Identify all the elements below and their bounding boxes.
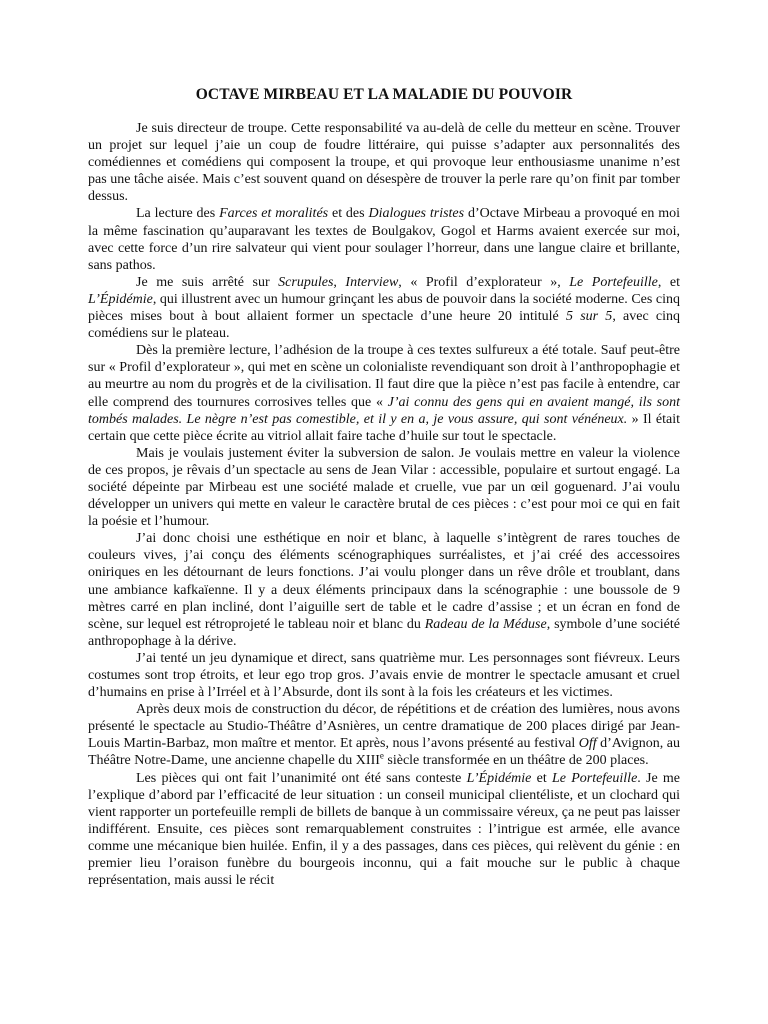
text-run: Les pièces qui ont fait l’unanimité ont été sans conteste bbox=[136, 770, 467, 786]
text-run: , symbole d’une société anthropophage à la dérive. bbox=[88, 616, 680, 649]
text-run: , « Profil d’explorateur », bbox=[398, 274, 570, 290]
text-run: siècle transformée en un théâtre de 200 places. bbox=[383, 753, 649, 769]
italic-title: Interview bbox=[345, 274, 399, 290]
italic-title: Le Portefeuille bbox=[569, 274, 658, 290]
italic-term: Off bbox=[578, 736, 597, 752]
italic-title: L’Épidémie bbox=[466, 770, 532, 786]
text-run: , qui illustrent avec un humour grinçant les abus de pouvoir dans la société moderne. Ces cinq pièces mises bout à bout allaient former un spectacle d’une heure 20 intitulé bbox=[88, 291, 680, 325]
superscript: e bbox=[379, 750, 384, 761]
italic-title: Scrupules bbox=[278, 274, 334, 290]
paragraph-4 bbox=[88, 342, 680, 445]
paragraph-2 bbox=[88, 205, 680, 273]
text-run: Après deux mois de construction du décor, de répétitions et de création des lumières, nous avons présenté le spectacle au Studio-Théâtre d’Asnières, un centre dramatique de 200 places dirigé par Jean-Louis Martin-Barbaz, mon maître et mentor. Et après, nous l’avons présenté au festival bbox=[88, 702, 680, 752]
text-run: d’Avignon, au Théâtre Notre-Dame, une ancienne chapelle du XIII bbox=[88, 736, 680, 769]
text-run: La lecture des bbox=[136, 206, 220, 222]
paragraph-8 bbox=[88, 701, 680, 769]
text-run: Dès la première lecture, l’adhésion de la troupe à ces textes sulfureux a été totale. Sauf peut-être sur « Profil d’explorateur », qui met en scène un colonialiste revendiquant son droit à l’anthropophagie et au meurtre au nom du progrès et de la civilisation. Il faut dire que la pièce n’est pas facile à entendre, car elle comprend des tournures corrosives telles que « bbox=[88, 343, 680, 410]
document-title: OCTAVE MIRBEAU ET LA MALADIE DU POUVOIR bbox=[195, 86, 573, 103]
italic-title: 5 sur 5 bbox=[565, 309, 613, 325]
text-run: , et bbox=[657, 274, 681, 290]
italic-title: Dialogues tristes bbox=[368, 206, 465, 222]
paragraph-7: J’ai tenté un jeu dynamique et direct, sans quatrième mur. Les personnages sont fiévreux. Leurs costumes sont trop étroits, et leur ego trop gros. J’avais envie de montrer le spectacle amusant et cruel d’humains en prise à l’Irréel et à l’Absurde, dont ils sont à la fois les créateurs et les victimes. bbox=[88, 650, 680, 701]
italic-title: Le Portefeuille bbox=[551, 770, 638, 786]
text-run: , avec cinq comédiens sur le plateau. bbox=[88, 309, 681, 342]
text-run: d’Octave Mirbeau a provoqué en moi la même fascination qu’auparavant les textes de Boulgakov, Gogol et Harms avaient exercée sur moi, avec cette force d’un rire salvateur qui vient pour soulager l’horreur, dans une langue claire et brillante, sans pathos. bbox=[88, 206, 681, 273]
text-run: , bbox=[333, 274, 346, 290]
italic-title: L’Épidémie bbox=[88, 291, 153, 307]
italic-title: Farces et moralités bbox=[219, 206, 329, 222]
text-run: » Il était certain que cette pièce écrite au vitriol allait faire tache d’huile sur tout le spectacle. bbox=[88, 411, 680, 444]
paragraph-9 bbox=[88, 770, 680, 890]
paragraph-1: Je suis directeur de troupe. Cette responsabilité va au-delà de celle du metteur en scène. Trouver un projet sur lequel j’aie un coup de foudre littéraire, qui puisse s’adapter aux personnalités des comédiennes et comédiens qui composent la troupe, et qui provoque leur enthousiasme unanime n’est pas une tâche aisée. Mais c’est souvent quand on désespère de trouver la perle rare qu’on finit par tomber dessus. bbox=[88, 121, 680, 205]
text-run: . Je me l’explique d’abord par l’efficacité de leur situation : un conseil municipal clientéliste, et un clochard qui vient rapporter un portefeuille rempli de billets de banque à un commissaire véreux, ça ne peut pas laisser indifférent. Ensuite, ces pièces sont remarquablement construites : l’intrigue est armée, elle avance comme une mécanique bien huilée. Enfin, il y a des passages, dans ces pièces, qui relèvent du génie : en premier lieu l’oraison funèbre du bourgeois inconnu, qui a fait mouche sur le public à chaque représentation, mais aussi le récit bbox=[88, 770, 681, 889]
text-run: J’ai donc choisi une esthétique en noir et blanc, à laquelle s’intègrent de rares touches de couleurs vives, j’ai conçu des éléments scénographiques surréalistes, et j’ai créé des accessoires oniriques en les détournant de leurs fonctions. J’ai voulu plonger dans un rêve drôle et troublant, dans une ambiance kafkaïenne. Il y a deux éléments principaux dans la scénographie : une boussole de 9 mètres carré en plan incliné, dont l’aiguille sert de table et le cadre d’assise ; et un écran en fond de scène, sur lequel est rétroprojeté le tableau noir et blanc du bbox=[88, 531, 680, 632]
paragraph-3 bbox=[88, 274, 680, 342]
paragraph-6 bbox=[88, 530, 680, 650]
italic-title: Radeau de la Méduse bbox=[424, 616, 547, 632]
text-run: et des bbox=[328, 206, 369, 222]
italic-quote: J’ai connu des gens qui en avaient mangé, ils sont tombés malades. Le nègre n’est pas comestible, et il y en a, je vous assure, qui sont vénéneux. bbox=[88, 394, 680, 427]
text-run: Je me suis arrêté sur bbox=[136, 274, 279, 290]
text-run: et bbox=[531, 770, 552, 786]
paragraph-5: Mais je voulais justement éviter la subversion de salon. Je voulais mettre en valeur la violence de ces propos, je rêvais d’un spectacle au sens de Jean Vilar : accessible, populaire et surtout engagé. La société dépeinte par Mirbeau est une société malade et cruelle, vue par un œil goguenard. J’ai voulu développer un univers qui mette en valeur le caractère brutal de ces pièces : c’est pour moi ce qui en fait la poésie et l’humour. bbox=[88, 445, 680, 530]
